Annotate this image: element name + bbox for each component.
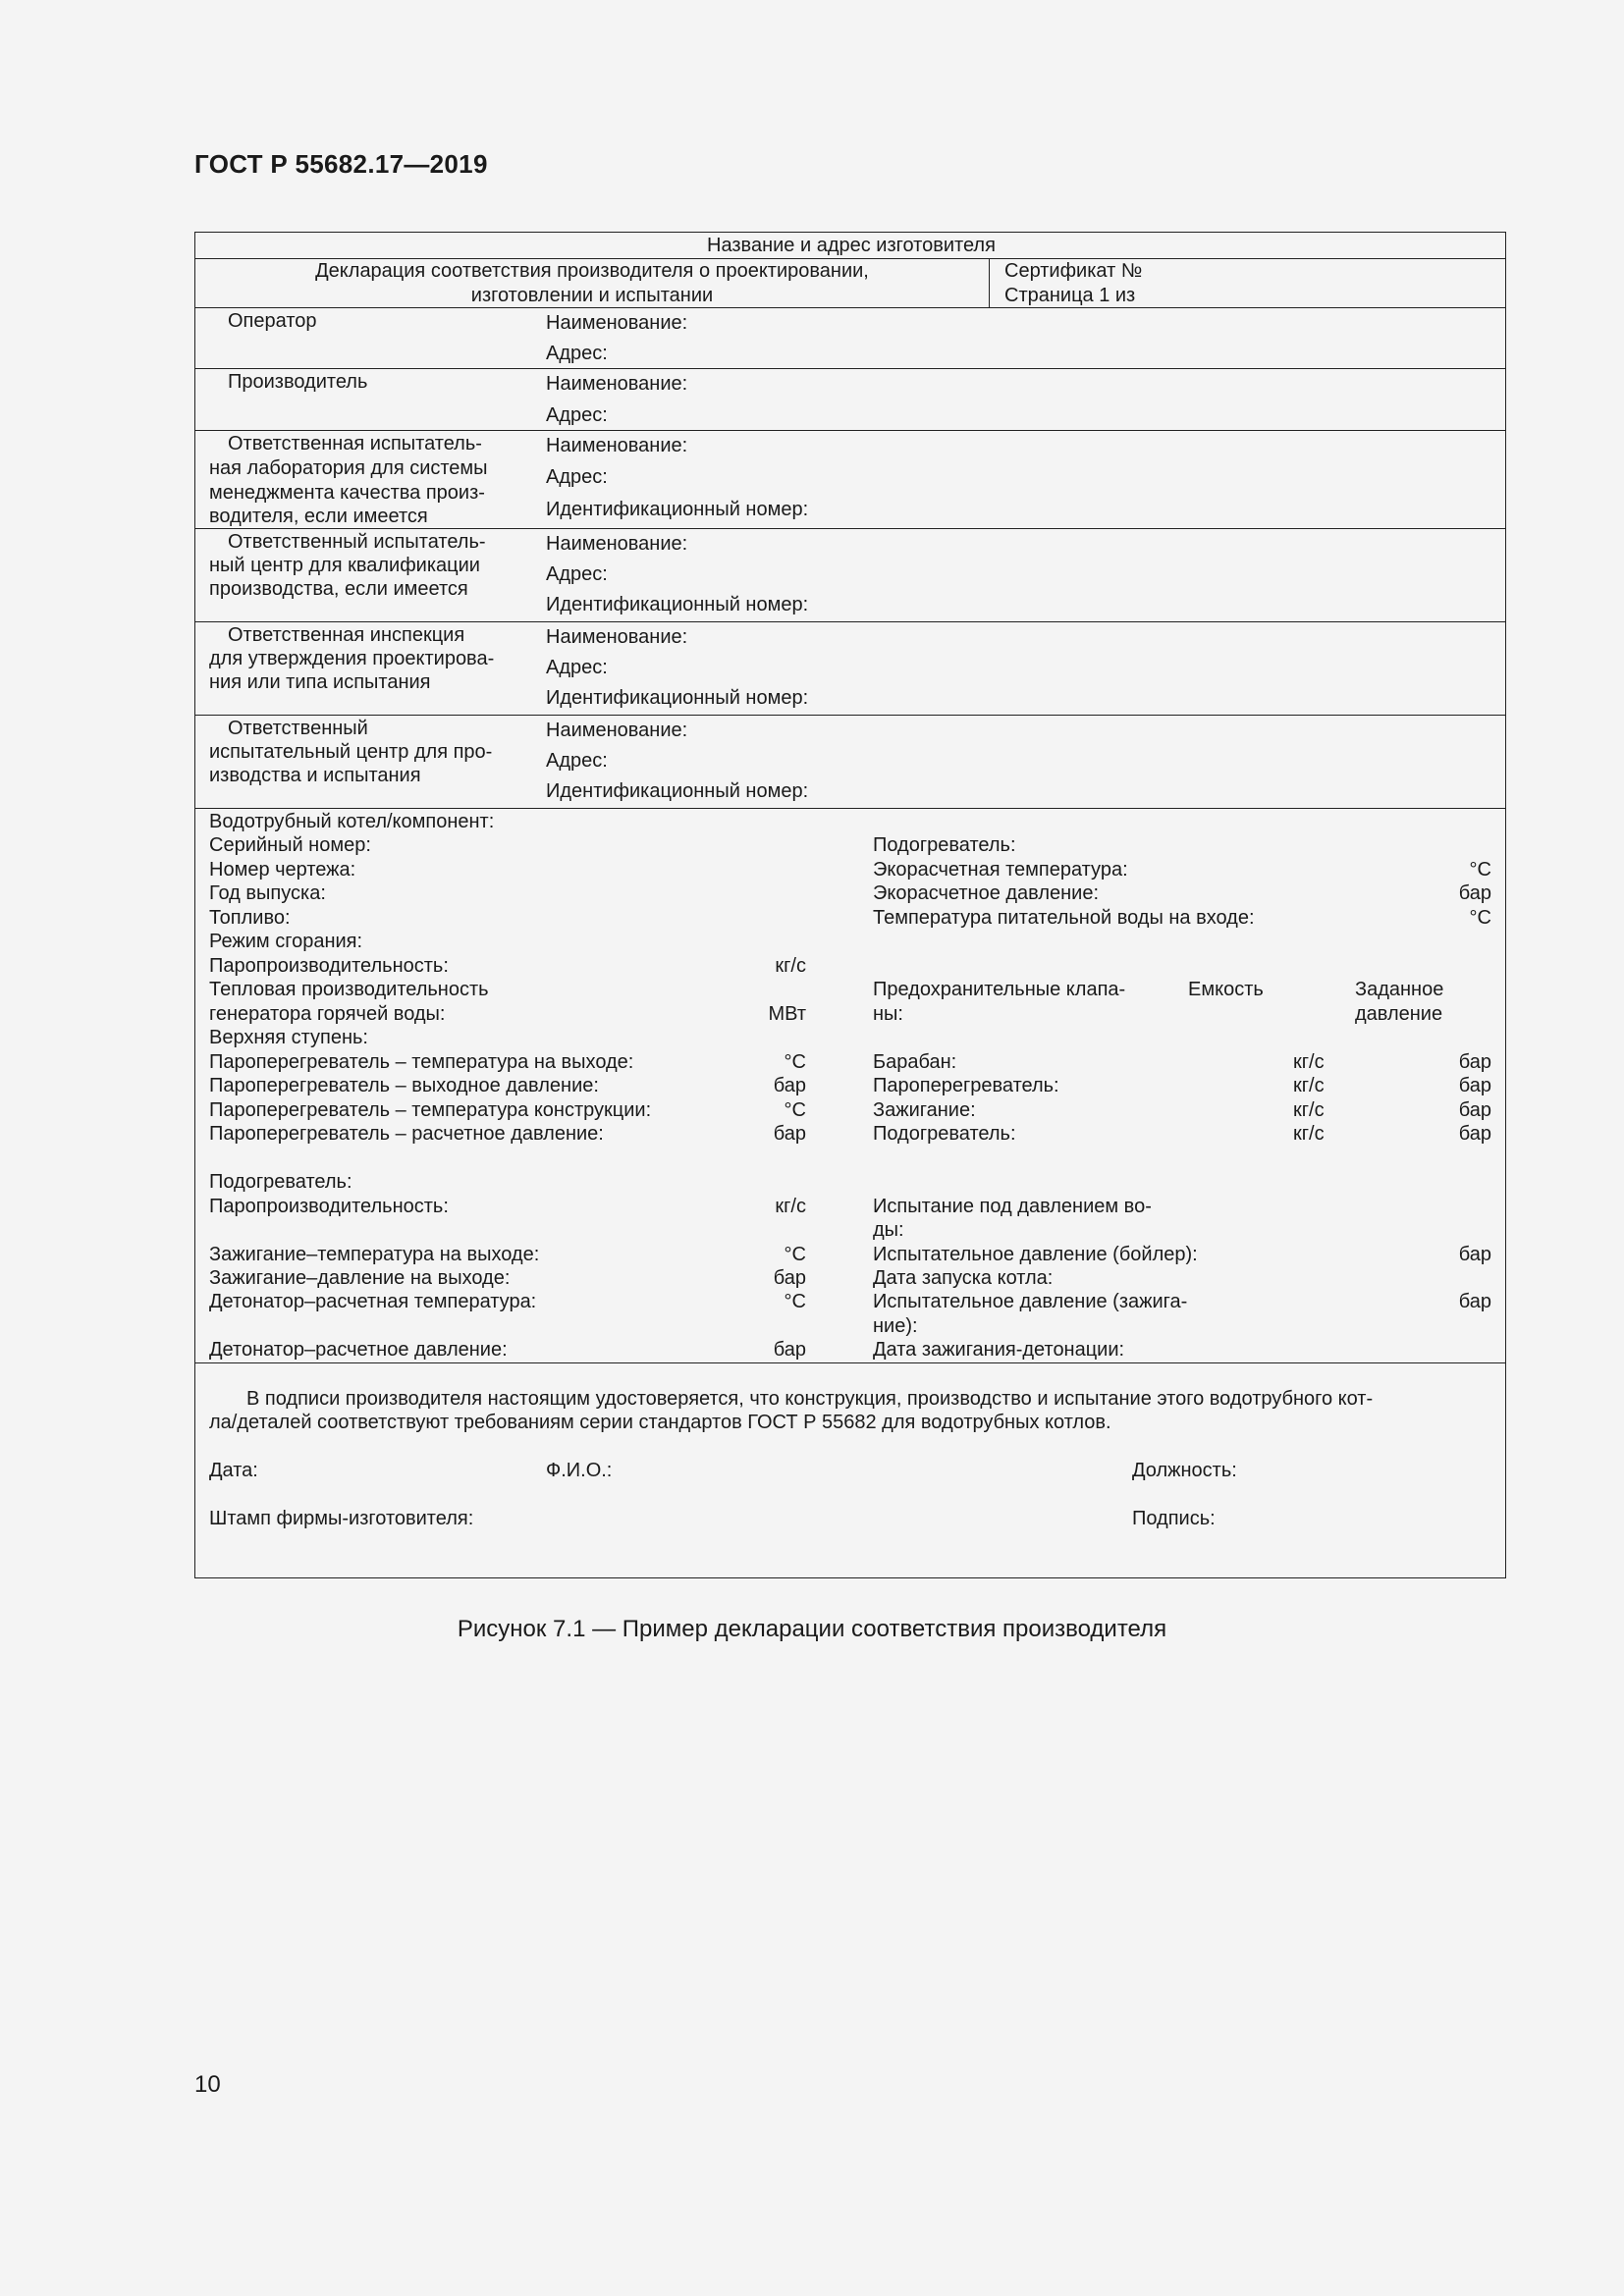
unit-label: бар <box>773 1339 806 1361</box>
column-header: давление <box>1355 1003 1443 1025</box>
party-label: Оператор <box>228 310 317 332</box>
unit-label: °C <box>784 1291 806 1312</box>
unit-label: бар <box>1458 1051 1491 1073</box>
tech-label: Детонатор–расчетная температура: <box>209 1291 537 1312</box>
signature-label: Подпись: <box>1132 1508 1216 1529</box>
divider <box>195 715 1505 716</box>
unit-label: бар <box>773 1075 806 1096</box>
form-title: Название и адрес изготовителя <box>707 235 996 256</box>
tech-label: Испытание под давлением во- <box>873 1196 1152 1217</box>
field-label: Наименование: <box>546 435 688 456</box>
tech-label: Дата зажигания-детонации: <box>873 1339 1125 1361</box>
tech-label: Температура питательной воды на входе: <box>873 907 1255 929</box>
unit-label: МВт <box>768 1003 806 1025</box>
tech-label: Пароперегреватель – температура на выходе: <box>209 1051 634 1073</box>
tech-label: Режим сгорания: <box>209 931 363 952</box>
party-label: менеджмента качества произ- <box>209 482 485 504</box>
party-label: Ответственная испытатель- <box>228 433 482 454</box>
unit-label: °C <box>1469 859 1491 881</box>
tech-label: Номер чертежа: <box>209 859 356 881</box>
field-label: Адрес: <box>546 404 608 426</box>
page-number: 10 <box>194 2071 221 2098</box>
figure-caption: Рисунок 7.1 — Пример декларации соответствия производителя <box>457 1616 1167 1642</box>
tech-label: Подогреватель: <box>209 1171 352 1193</box>
unit-label: °C <box>1469 907 1491 929</box>
field-label: Наименование: <box>546 626 688 648</box>
tech-label: ны: <box>873 1003 903 1025</box>
signature-label: Штамп фирмы-изготовителя: <box>209 1508 474 1529</box>
signature-label: Ф.И.О.: <box>546 1460 613 1481</box>
divider <box>195 808 1505 809</box>
party-label: испытательный центр для про- <box>209 741 493 763</box>
tech-label: Экорасчетная температура: <box>873 859 1128 881</box>
party-label: для утверждения проектирова- <box>209 648 495 669</box>
unit-label: °C <box>784 1051 806 1073</box>
divider <box>195 1362 1505 1363</box>
tech-label: Тепловая производительность <box>209 979 489 1000</box>
declaration-form <box>194 232 1506 1578</box>
tech-label: ние): <box>873 1315 918 1337</box>
unit-label: кг/с <box>775 955 806 977</box>
unit-label: °C <box>784 1099 806 1121</box>
unit-label: кг/с <box>1293 1099 1325 1121</box>
unit-label: бар <box>1458 1099 1491 1121</box>
page-count: Страница 1 из <box>1004 285 1136 306</box>
unit-label: бар <box>1458 882 1491 904</box>
tech-label: Год выпуска: <box>209 882 326 904</box>
signature-label: Должность: <box>1132 1460 1237 1481</box>
statement-text: ла/деталей соответствуют требованиям серии стандартов ГОСТ Р 55682 для водотрубных котлов. <box>209 1412 1111 1433</box>
tech-label: Подогреватель: <box>873 834 1016 856</box>
tech-label: ды: <box>873 1219 904 1241</box>
tech-label: Испытательное давление (бойлер): <box>873 1244 1198 1265</box>
declaration-title: изготовлении и испытании <box>470 285 714 306</box>
field-label: Адрес: <box>546 466 608 488</box>
party-label: ния или типа испытания <box>209 671 431 693</box>
field-label: Наименование: <box>546 720 688 741</box>
column-header: Емкость <box>1188 979 1264 1000</box>
field-label: Адрес: <box>546 657 608 678</box>
party-label: изводства и испытания <box>209 765 421 786</box>
party-label: производства, если имеется <box>209 578 468 600</box>
document-header: ГОСТ Р 55682.17—2019 <box>194 149 488 179</box>
tech-label: Топливо: <box>209 907 291 929</box>
declaration-title: Декларация соответствия производителя о проектировании, <box>315 260 869 282</box>
tech-label: Пароперегреватель: <box>873 1075 1059 1096</box>
tech-label: Пароперегреватель – расчетное давление: <box>209 1123 604 1145</box>
party-label: Ответственный <box>228 718 368 739</box>
tech-label: Испытательное давление (зажига- <box>873 1291 1188 1312</box>
divider <box>195 621 1505 622</box>
unit-label: бар <box>773 1267 806 1289</box>
party-label: водителя, если имеется <box>209 506 428 527</box>
field-label: Наименование: <box>546 373 688 395</box>
tech-label: Экорасчетное давление: <box>873 882 1100 904</box>
party-label: ный центр для квалификации <box>209 555 480 576</box>
field-label: Наименование: <box>546 533 688 555</box>
unit-label: бар <box>1458 1123 1491 1145</box>
divider <box>989 258 990 307</box>
tech-label: Зажигание–давление на выходе: <box>209 1267 511 1289</box>
party-label: Ответственная инспекция <box>228 624 465 646</box>
divider <box>195 368 1505 369</box>
tech-label: Зажигание: <box>873 1099 976 1121</box>
unit-label: бар <box>773 1123 806 1145</box>
field-label: Адрес: <box>546 750 608 772</box>
tech-label: Паропроизводительность: <box>209 955 449 977</box>
unit-label: бар <box>1458 1291 1491 1312</box>
tech-label: Серийный номер: <box>209 834 371 856</box>
unit-label: бар <box>1458 1244 1491 1265</box>
tech-label: Подогреватель: <box>873 1123 1016 1145</box>
signature-label: Дата: <box>209 1460 258 1481</box>
unit-label: кг/с <box>1293 1123 1325 1145</box>
tech-label: Зажигание–температура на выходе: <box>209 1244 540 1265</box>
unit-label: кг/с <box>1293 1075 1325 1096</box>
party-label: ная лаборатория для системы <box>209 457 488 479</box>
unit-label: кг/с <box>1293 1051 1325 1073</box>
field-label: Адрес: <box>546 563 608 585</box>
unit-label: бар <box>1458 1075 1491 1096</box>
tech-label: Предохранительные клапа- <box>873 979 1126 1000</box>
party-label: Производитель <box>228 371 368 393</box>
tech-label: Паропроизводительность: <box>209 1196 449 1217</box>
certificate-number: Сертификат № <box>1004 260 1143 282</box>
statement-text: В подписи производителя настоящим удостоверяется, что конструкция, производство и испытание этого водотрубного кот- <box>246 1388 1374 1410</box>
field-label: Наименование: <box>546 312 688 334</box>
field-label: Идентификационный номер: <box>546 499 809 520</box>
tech-label: Пароперегреватель – температура конструкции: <box>209 1099 652 1121</box>
unit-label: кг/с <box>775 1196 806 1217</box>
tech-label: Детонатор–расчетное давление: <box>209 1339 508 1361</box>
field-label: Идентификационный номер: <box>546 780 809 802</box>
tech-label: Пароперегреватель – выходное давление: <box>209 1075 599 1096</box>
tech-label: Дата запуска котла: <box>873 1267 1054 1289</box>
field-label: Адрес: <box>546 343 608 364</box>
tech-label: Верхняя ступень: <box>209 1027 368 1048</box>
field-label: Идентификационный номер: <box>546 594 809 615</box>
tech-label: генератора горячей воды: <box>209 1003 446 1025</box>
tech-label: Водотрубный котел/компонент: <box>209 811 495 832</box>
unit-label: °C <box>784 1244 806 1265</box>
field-label: Идентификационный номер: <box>546 687 809 709</box>
column-header: Заданное <box>1355 979 1444 1000</box>
divider <box>195 430 1505 431</box>
tech-label: Барабан: <box>873 1051 957 1073</box>
party-label: Ответственный испытатель- <box>228 531 486 553</box>
